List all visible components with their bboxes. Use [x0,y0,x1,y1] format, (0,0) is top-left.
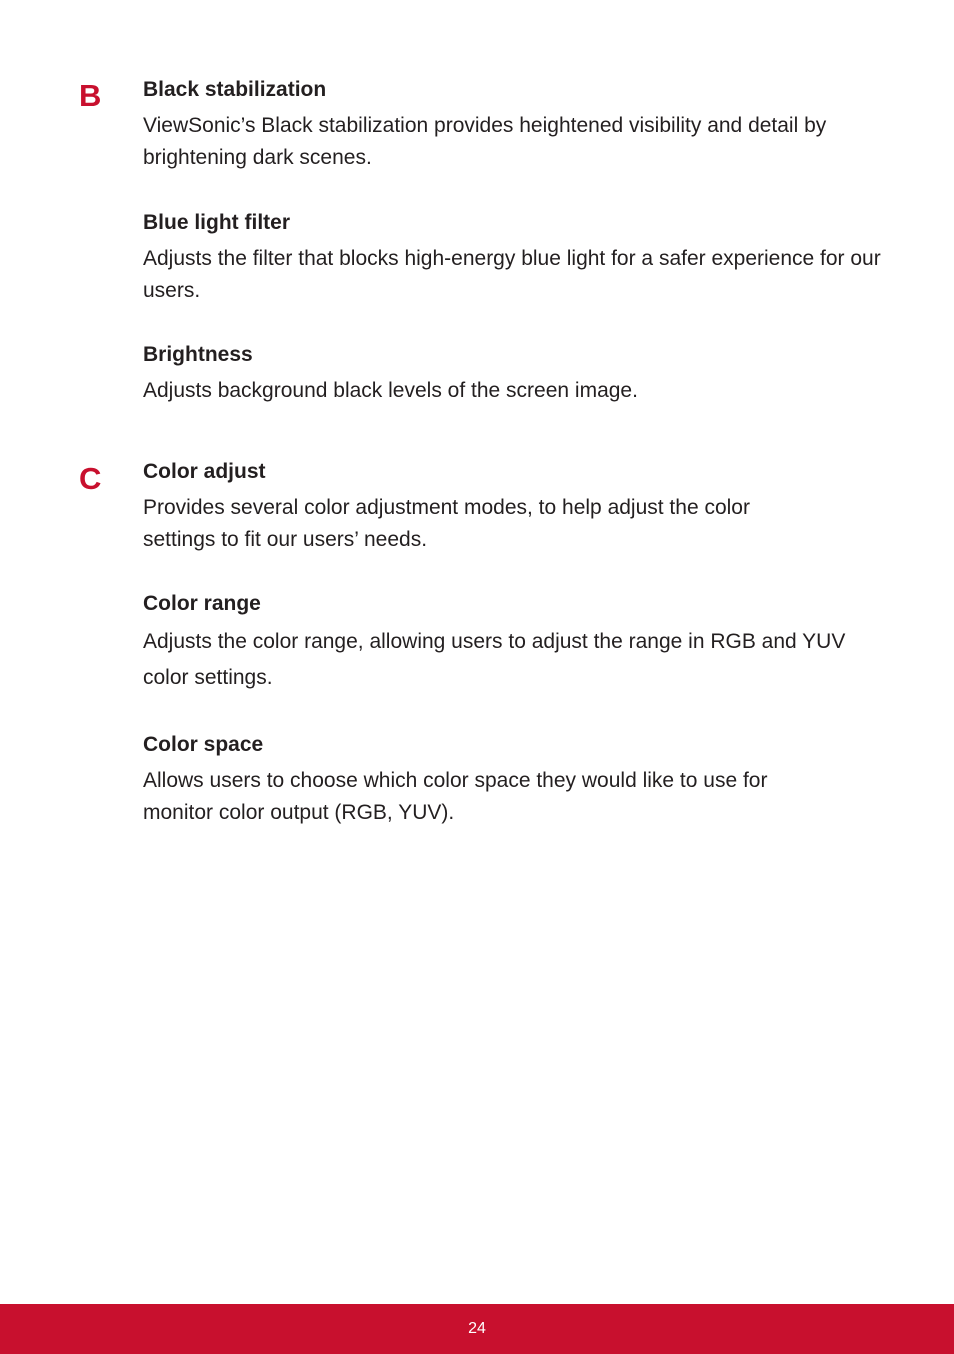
entry-description: Allows users to choose which color space they would like to use for monitor color output (RGB, YUV). [143,769,768,824]
entry-description: Adjusts background black levels of the screen image. [143,379,638,402]
entry-color-range [143,592,883,696]
entry-color-adjust [143,460,883,556]
entry-title: Black stabilization [143,78,327,101]
page-number: 24 [468,1320,486,1337]
section-letter-b: B [79,78,102,113]
page-footer [0,1304,954,1354]
entry-description: Adjusts the color range, allowing users to adjust the range in RGB and YUV color settings. [143,630,846,689]
entry-black-stabilization [143,78,883,174]
entry-blue-light-filter [143,211,883,307]
entry-title: Color space [143,733,264,756]
entry-description: Adjusts the filter that blocks high-energy blue light for a safer experience for our users. [143,247,881,302]
entry-color-space [143,733,883,829]
entry-title: Color range [143,592,261,615]
entry-description: Provides several color adjustment modes, to help adjust the color settings to fit our users’ needs. [143,496,750,551]
entry-title: Brightness [143,343,253,366]
entry-title: Color adjust [143,460,266,483]
section-letter-c: C [79,461,102,496]
entry-title: Blue light filter [143,211,290,234]
entry-description: ViewSonic’s Black stabilization provides heightened visibility and detail by brightening dark scenes. [143,114,827,169]
entry-brightness [143,343,883,407]
